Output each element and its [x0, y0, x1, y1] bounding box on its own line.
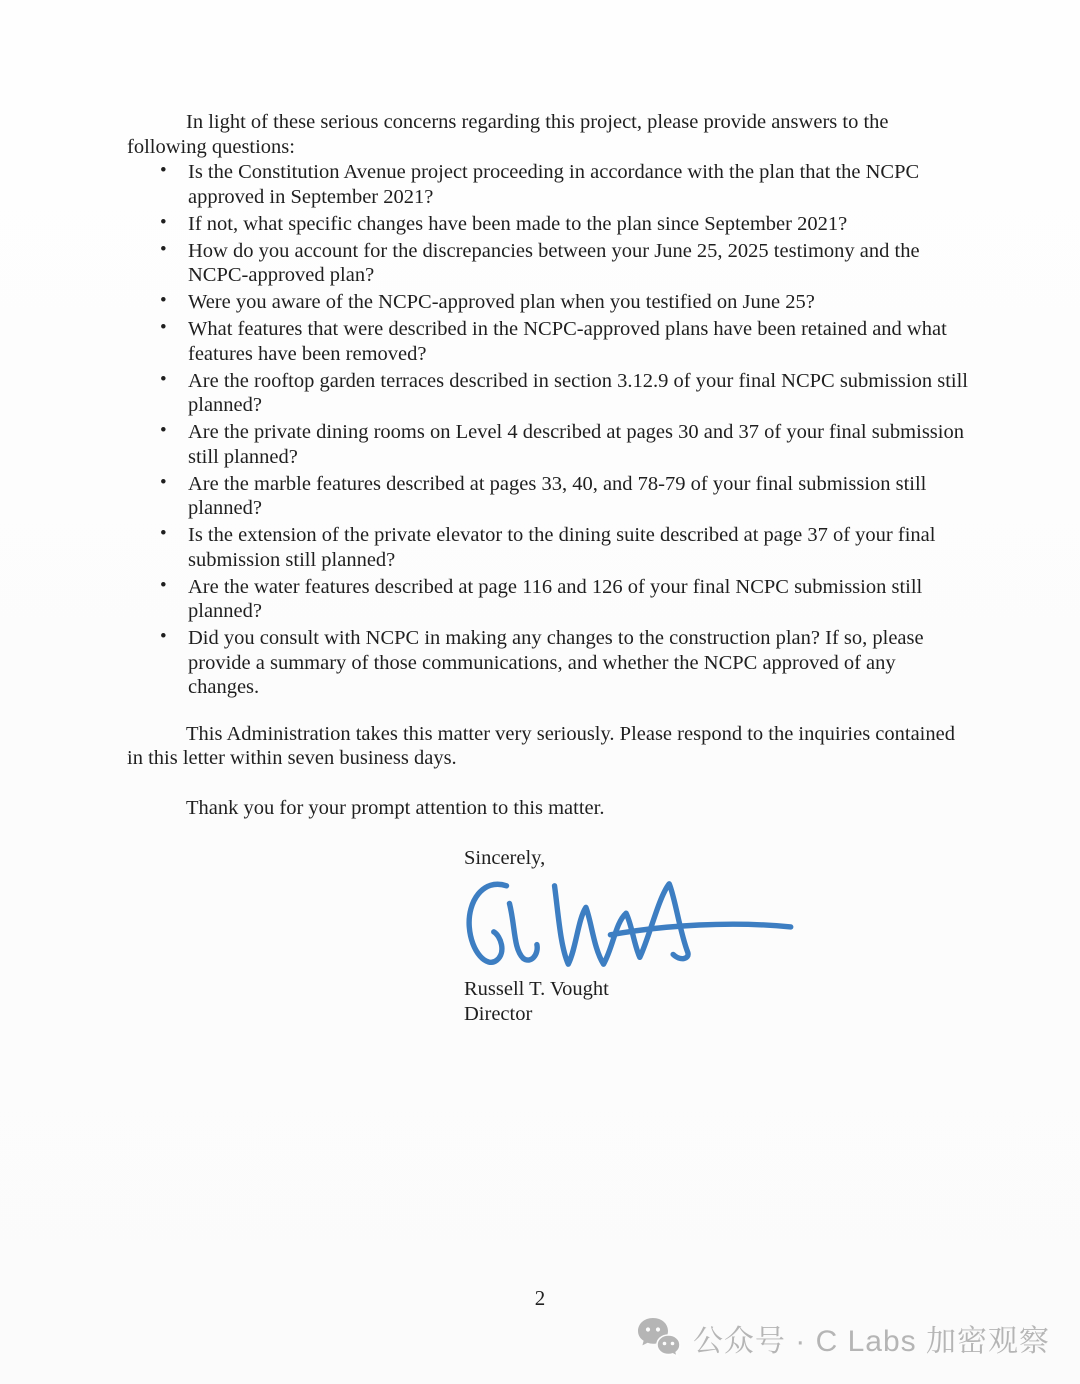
- question-text: Are the marble features described at pages 33, 40, and 78-79 of your final submission still planned?: [188, 472, 927, 519]
- watermark-text: 公众号 · C Labs 加密观察: [692, 1325, 1050, 1358]
- wechat-icon: [637, 1317, 681, 1359]
- question-text: What features that were described in the NCPC-approved plans have been retained and what features have been removed?: [188, 318, 947, 365]
- list-item: [127, 369, 969, 418]
- question-text: Is the extension of the private elevator to the dining suite described at page 37 of your final submission still planned?: [188, 524, 936, 571]
- list-item: [127, 626, 969, 700]
- question-text: Is the Constitution Avenue project proceeding in accordance with the plan that the NCPC approved in September 2021?: [188, 161, 920, 208]
- question-text: Are the rooftop garden terraces described in section 3.12.9 of your final NCPC submission still planned?: [188, 369, 968, 416]
- closing-paragraph-1: This Administration takes this matter very seriously. Please respond to the inquiries contained in this letter within seven business days.: [127, 722, 955, 769]
- list-item: [127, 420, 969, 469]
- list-item: [127, 575, 969, 624]
- list-item: [127, 239, 969, 288]
- list-item: [127, 472, 969, 521]
- signature-image: [461, 876, 799, 974]
- watermark: [637, 1316, 1050, 1360]
- signoff-block: [464, 846, 969, 1027]
- list-item: [127, 212, 969, 237]
- closing-paragraph-2: Thank you for your prompt attention to this matter.: [186, 796, 605, 819]
- question-text: Are the water features described at page 116 and 126 of your final NCPC submission still planned?: [188, 575, 923, 622]
- list-item: [127, 160, 969, 209]
- page-number: 2: [534, 1286, 546, 1310]
- question-list: [127, 160, 969, 700]
- question-text: Were you aware of the NCPC-approved plan when you testified on June 25?: [188, 291, 815, 313]
- question-text: Are the private dining rooms on Level 4 described at pages 30 and 37 of your final submission still planned?: [188, 421, 964, 468]
- list-item: [127, 523, 969, 572]
- list-item: [127, 317, 969, 366]
- valediction: Sincerely,: [464, 847, 546, 869]
- question-text: How do you account for the discrepancies between your June 25, 2025 testimony and the NCPC-approved plan?: [188, 239, 920, 286]
- question-text: If not, what specific changes have been made to the plan since September 2021?: [188, 212, 848, 235]
- intro-paragraph: In light of these serious concerns regarding this project, please provide answers to the following questions:: [127, 111, 889, 158]
- question-text: Did you consult with NCPC in making any changes to the construction plan? If so, please provide a summary of those communications, and whether the NCPC approved of any changes.: [188, 627, 924, 698]
- list-item: [127, 290, 969, 315]
- signer-name: Russell T. Vought: [464, 977, 609, 1000]
- signer-title: Director: [464, 1002, 533, 1025]
- letter-body: [127, 110, 969, 1027]
- signature-ink-strokes: [461, 876, 799, 974]
